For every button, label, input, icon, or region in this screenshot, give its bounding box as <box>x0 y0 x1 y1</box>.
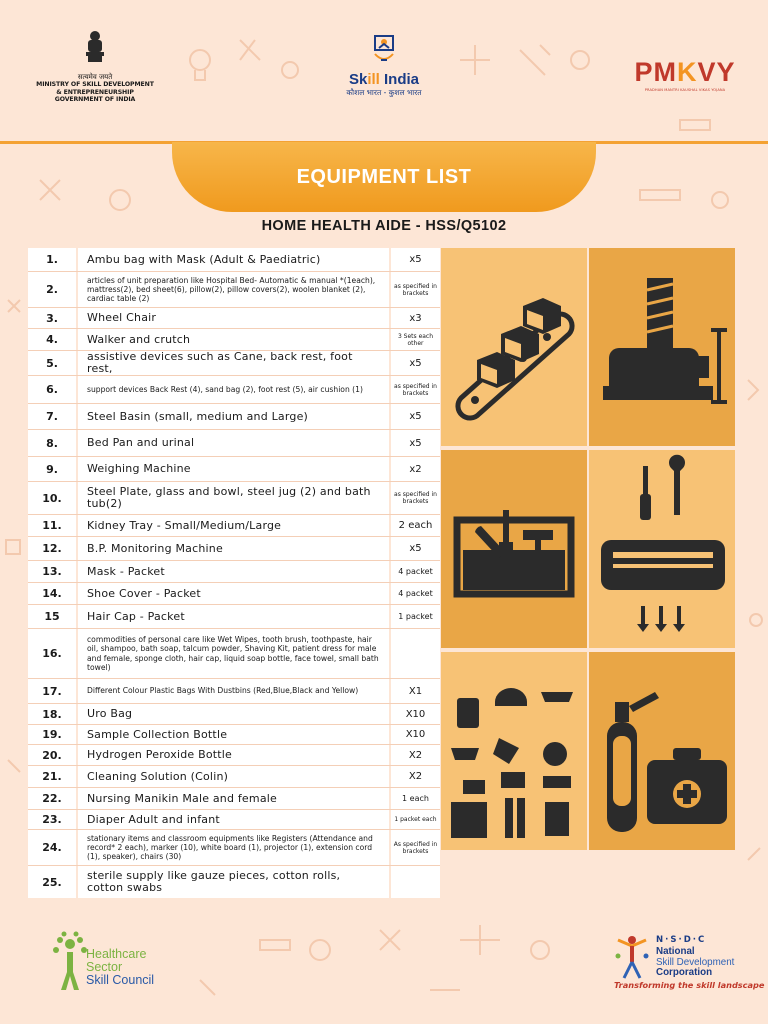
pmkvy-wordmark: PMKVY <box>634 57 736 87</box>
item-number: 23. <box>28 810 78 829</box>
safety-equipment-icon <box>441 652 587 850</box>
item-quantity: 1 each <box>402 794 429 803</box>
item-quantity: x3 <box>409 312 422 324</box>
table-row <box>28 605 440 629</box>
item-number: 9. <box>28 457 78 481</box>
item-number: 4. <box>28 329 78 350</box>
item-name: Diaper Adult and infant <box>78 810 391 829</box>
toolbox-icon <box>441 450 587 648</box>
item-quantity: X1 <box>408 685 423 697</box>
item-name: Steel Basin (small, medium and Large) <box>78 404 391 429</box>
safety-equipment-tile <box>441 652 587 850</box>
fire-extinguisher-tile <box>589 652 735 850</box>
table-row <box>28 308 440 329</box>
item-name: stationary items and classroom equipments like Registers (Attendance and record* 2 each), marker (10), white board (1), projector (1), extension cord (1), speaker), chairs (30) <box>78 830 391 865</box>
table-row <box>28 830 440 866</box>
conveyor-belt-tile <box>441 248 587 446</box>
table-row <box>28 248 440 272</box>
table-row <box>28 404 440 430</box>
item-name: Mask - Packet <box>78 561 391 582</box>
item-number: 12. <box>28 537 78 560</box>
nsdc-brand: N·S·D·C <box>656 935 707 945</box>
item-quantity <box>391 866 440 898</box>
nsdc-slogan: Transforming the skill landscape <box>614 980 765 990</box>
table-row <box>28 351 440 376</box>
item-quantity: X10 <box>405 708 426 720</box>
table-row <box>28 866 440 898</box>
table-row <box>28 515 440 537</box>
item-quantity: 3 Sets each other <box>397 332 434 347</box>
item-name: Weighing Machine <box>78 457 391 481</box>
bench-vise-tile <box>589 248 735 446</box>
item-name: Sample Collection Bottle <box>78 725 391 744</box>
table-row <box>28 629 440 679</box>
item-quantity: X2 <box>408 749 423 761</box>
item-quantity: x5 <box>409 411 422 422</box>
item-name: Walker and crutch <box>78 329 391 350</box>
item-quantity: as specified in brackets <box>394 382 437 397</box>
item-quantity: X10 <box>405 729 426 740</box>
table-row <box>28 704 440 725</box>
item-number: 18. <box>28 704 78 724</box>
item-number: 1. <box>28 248 78 271</box>
nsdc-name: National Skill Development Corporation <box>656 946 735 978</box>
skill-india-tagline: कौशल भारत - कुशल भारत <box>346 88 422 97</box>
illustration-tiles <box>441 248 741 902</box>
item-quantity: x2 <box>409 463 422 475</box>
item-name: Hair Cap - Packet <box>78 605 391 628</box>
equipment-table <box>28 248 440 898</box>
emblem-motto: सत्यमेव जयते <box>77 73 113 81</box>
item-name: articles of unit preparation like Hospital Bed- Automatic & manual *(1each), mattress(2), bed sheet(6), pillow(2), pillow covers(2), woolen blanket (2), cardiac table (2) <box>78 272 391 307</box>
item-number: 11. <box>28 515 78 536</box>
item-number: 24. <box>28 830 78 865</box>
item-number: 10. <box>28 482 78 514</box>
conveyor-belt-icon <box>441 248 587 446</box>
item-name: Kidney Tray - Small/Medium/Large <box>78 515 391 536</box>
item-name: Bed Pan and urinal <box>78 430 391 456</box>
item-quantity: 4 packet <box>398 567 433 576</box>
item-name: support devices Back Rest (4), sand bag (2), foot rest (5), air cushion (1) <box>78 376 391 403</box>
item-quantity: 4 packet <box>398 589 433 598</box>
item-number: 21. <box>28 766 78 787</box>
item-number: 8. <box>28 430 78 456</box>
skill-india-mark-icon <box>371 34 397 66</box>
item-quantity: as specified in brackets <box>394 282 437 297</box>
item-name: Hydrogen Peroxide Bottle <box>78 745 391 765</box>
item-quantity: 1 packet <box>398 612 433 621</box>
page-title: EQUIPMENT LIST <box>172 142 596 212</box>
pmkvy-logo <box>620 58 750 92</box>
item-name: Cleaning Solution (Colin) <box>78 766 391 787</box>
air-conditioner-tile <box>589 450 735 648</box>
item-quantity: X2 <box>408 771 423 782</box>
ministry-line-3: GOVERNMENT OF INDIA <box>54 96 136 103</box>
item-number: 5. <box>28 351 78 375</box>
table-row <box>28 272 440 308</box>
item-quantity: As specified in brackets <box>393 840 438 855</box>
nsdc-figure-icon <box>610 932 654 980</box>
item-number: 20. <box>28 745 78 765</box>
item-number: 14. <box>28 583 78 604</box>
job-role-title: HOME HEALTH AIDE - HSS/Q5102 <box>261 218 507 234</box>
item-quantity: x5 <box>409 357 422 369</box>
item-number: 6. <box>28 376 78 403</box>
item-number: 22. <box>28 788 78 809</box>
item-number: 7. <box>28 404 78 429</box>
ministry-line-1: MINISTRY OF SKILL DEVELOPMENT <box>36 81 154 88</box>
item-name: sterile supply like gauze pieces, cotton rolls, cotton swabs <box>78 866 391 898</box>
item-number: 13. <box>28 561 78 582</box>
item-number: 17. <box>28 679 78 703</box>
table-row <box>28 561 440 583</box>
table-row <box>28 810 440 830</box>
national-emblem-icon <box>84 30 106 66</box>
item-name: assistive devices such as Cane, back rest, foot rest, <box>78 351 391 375</box>
healthcare-sector-skill-council-logo <box>50 930 190 995</box>
air-conditioner-icon <box>589 450 735 648</box>
ministry-line-2: & ENTREPRENEURSHIP <box>56 88 134 96</box>
skill-india-logo <box>334 34 434 97</box>
item-number: 3. <box>28 308 78 328</box>
bench-vise-icon <box>589 248 735 446</box>
table-row <box>28 457 440 482</box>
item-name: B.P. Monitoring Machine <box>78 537 391 560</box>
item-number: 19. <box>28 725 78 744</box>
skill-india-name: Skill India <box>348 71 420 88</box>
item-quantity <box>391 629 440 678</box>
fire-extinguisher-icon <box>589 652 735 850</box>
item-quantity: x5 <box>409 437 422 449</box>
table-row <box>28 788 440 810</box>
table-row <box>28 725 440 745</box>
item-name: Shoe Cover - Packet <box>78 583 391 604</box>
item-name: commodities of personal care like Wet Wipes, tooth brush, toothpaste, hair oil, shampoo, bath soap, talcum powder, Shaving Kit, patient dress for male and female, sponge cloth, hair cap, liquid soap bottle, face towel, small bath towel) <box>78 629 391 678</box>
item-name: Nursing Manikin Male and female <box>78 788 391 809</box>
item-quantity: x5 <box>409 543 422 554</box>
table-row <box>28 376 440 404</box>
skill-council-name: Healthcare Sector Skill Council <box>86 947 155 987</box>
item-quantity: 1 packet each <box>394 816 437 823</box>
item-quantity: as specified in brackets <box>394 491 437 505</box>
table-row <box>28 537 440 561</box>
ministry-logo <box>30 30 160 104</box>
nsdc-logo <box>610 930 765 995</box>
item-quantity: 2 each <box>398 520 433 531</box>
table-row <box>28 766 440 788</box>
table-row <box>28 745 440 766</box>
skill-council-figure-icon <box>50 930 90 992</box>
header <box>0 0 768 142</box>
table-row <box>28 329 440 351</box>
table-row <box>28 482 440 515</box>
item-quantity: x5 <box>409 254 422 265</box>
item-name: Steel Plate, glass and bowl, steel jug (2) and bath tub(2) <box>78 482 391 514</box>
item-number: 16. <box>28 629 78 678</box>
pmkvy-tagline: PRADHAN MANTRI KAUSHAL VIKAS YOJANA <box>644 88 726 92</box>
item-name: Uro Bag <box>78 704 391 724</box>
item-name: Ambu bag with Mask (Adult & Paediatric) <box>78 248 391 271</box>
table-row <box>28 430 440 457</box>
item-name: Different Colour Plastic Bags With Dustbins (Red,Blue,Black and Yellow) <box>78 679 391 703</box>
item-number: 25. <box>28 866 78 898</box>
item-name: Wheel Chair <box>78 308 391 328</box>
table-row <box>28 583 440 605</box>
item-number: 15 <box>28 605 78 628</box>
table-row <box>28 679 440 704</box>
toolbox-tile <box>441 450 587 648</box>
item-number: 2. <box>28 272 78 307</box>
